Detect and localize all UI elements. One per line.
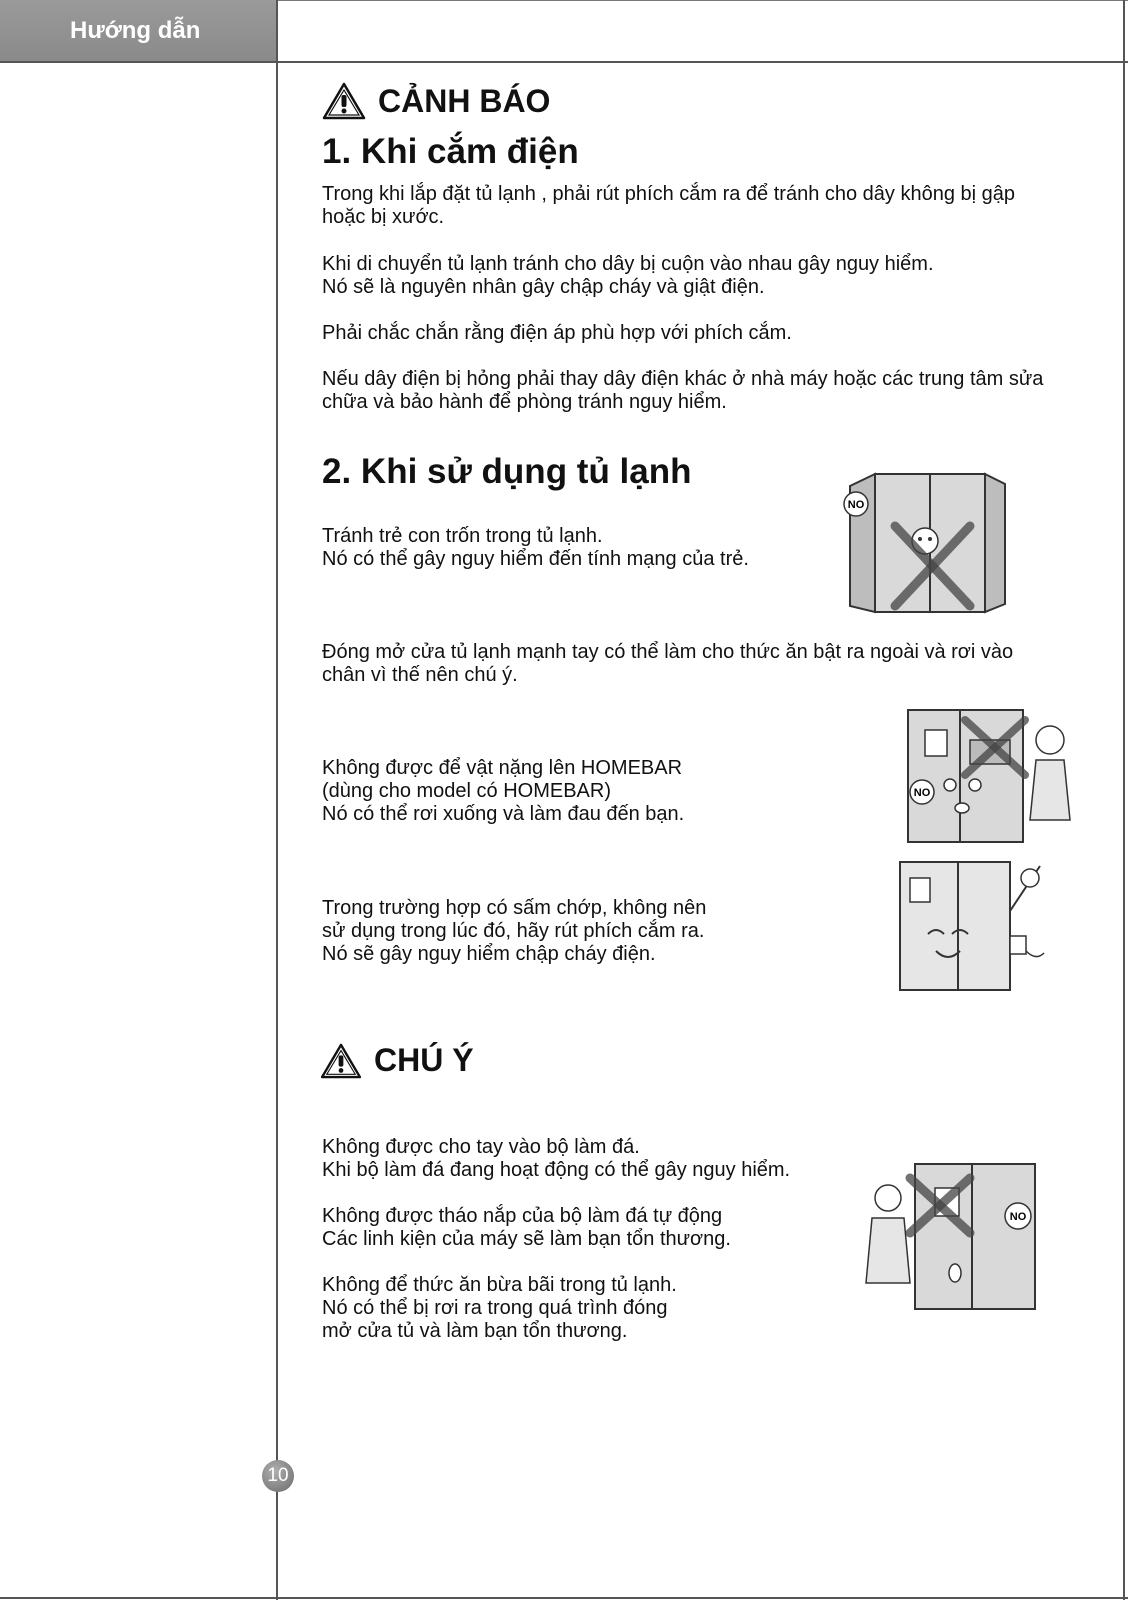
caution-triangle-icon	[320, 1043, 362, 1079]
unplug-illustration	[870, 856, 1050, 996]
caution-paragraph-2: Không được tháo nắp của bộ làm đá tự động Các linh kiện của máy sẽ làm bạn tổn thương.	[322, 1205, 731, 1250]
caution-paragraph-3: Không để thức ăn bừa bãi trong tủ lạnh. Nó có thể bị rơi ra trong quá trình đóng mở cửa tủ và làm bạn tổn thương.	[322, 1274, 677, 1342]
no-badge-label: NO	[847, 499, 865, 511]
caution-heading	[320, 1042, 474, 1079]
ice-maker-illustration	[860, 1158, 1060, 1313]
section2-paragraph-4: Trong trường hợp có sấm chớp, không nên sử dụng trong lúc đó, hãy rút phích cắm ra. Nó sẽ gây nguy hiểm chập cháy điện.	[322, 897, 707, 965]
section1-paragraph-4: Nếu dây điện bị hỏng phải thay dây điện khác ở nhà máy hoặc các trung tâm sửa chữa và bảo hành để phòng tránh nguy hiểm.	[322, 368, 1044, 413]
caution-paragraph-1: Không được cho tay vào bộ làm đá. Khi bộ làm đá đang hoạt động có thể gây nguy hiểm.	[322, 1136, 791, 1181]
section1-paragraph-1: Trong khi lắp đặt tủ lạnh , phải rút phích cắm ra để tránh cho dây không bị gập hoặc bị xước.	[322, 183, 1016, 228]
section2-title: 2. Khi sử dụng tủ lạnh	[322, 452, 692, 491]
section2-paragraph-3: Không được để vật nặng lên HOMEBAR (dùng cho model có HOMEBAR) Nó có thể rơi xuống và làm đau đến bạn.	[322, 757, 685, 825]
frame-header-rule	[0, 61, 1128, 63]
warning-heading	[322, 82, 550, 120]
frame-left-rule	[276, 0, 278, 1600]
section2-paragraph-2: Đóng mở cửa tủ lạnh mạnh tay có thể làm cho thức ăn bật ra ngoài và rơi vào chân vì thế nên chú ý.	[322, 641, 1014, 686]
page-number: 10	[267, 1465, 289, 1486]
frame-right-rule	[1123, 0, 1125, 1600]
no-badge-label-2: NO	[913, 787, 931, 799]
header-tab	[0, 0, 276, 61]
child-in-fridge-illustration	[830, 466, 1010, 616]
caution-heading-text: CHÚ Ý	[374, 1042, 474, 1078]
warning-heading-text: CẢNH BÁO	[378, 82, 551, 119]
section2-paragraph-1: Tránh trẻ con trốn trong tủ lạnh. Nó có thể gây nguy hiểm đến tính mạng của trẻ.	[322, 525, 749, 570]
warning-triangle-icon	[322, 82, 366, 120]
page-number-badge	[262, 1460, 294, 1492]
header-title: Hướng dẫn	[70, 16, 201, 44]
no-badge-label-3: NO	[1009, 1211, 1027, 1223]
section1-title: 1. Khi cắm điện	[322, 132, 579, 171]
section1-paragraph-3: Phải chắc chắn rằng điện áp phù hợp với phích cắm.	[322, 322, 792, 344]
homebar-illustration	[900, 700, 1075, 850]
frame-bottom-rule	[0, 1597, 1128, 1599]
section1-paragraph-2: Khi di chuyển tủ lạnh tránh cho dây bị cuộn vào nhau gây nguy hiểm. Nó sẽ là nguyên nhân gây chập cháy và giật điện.	[322, 253, 934, 298]
